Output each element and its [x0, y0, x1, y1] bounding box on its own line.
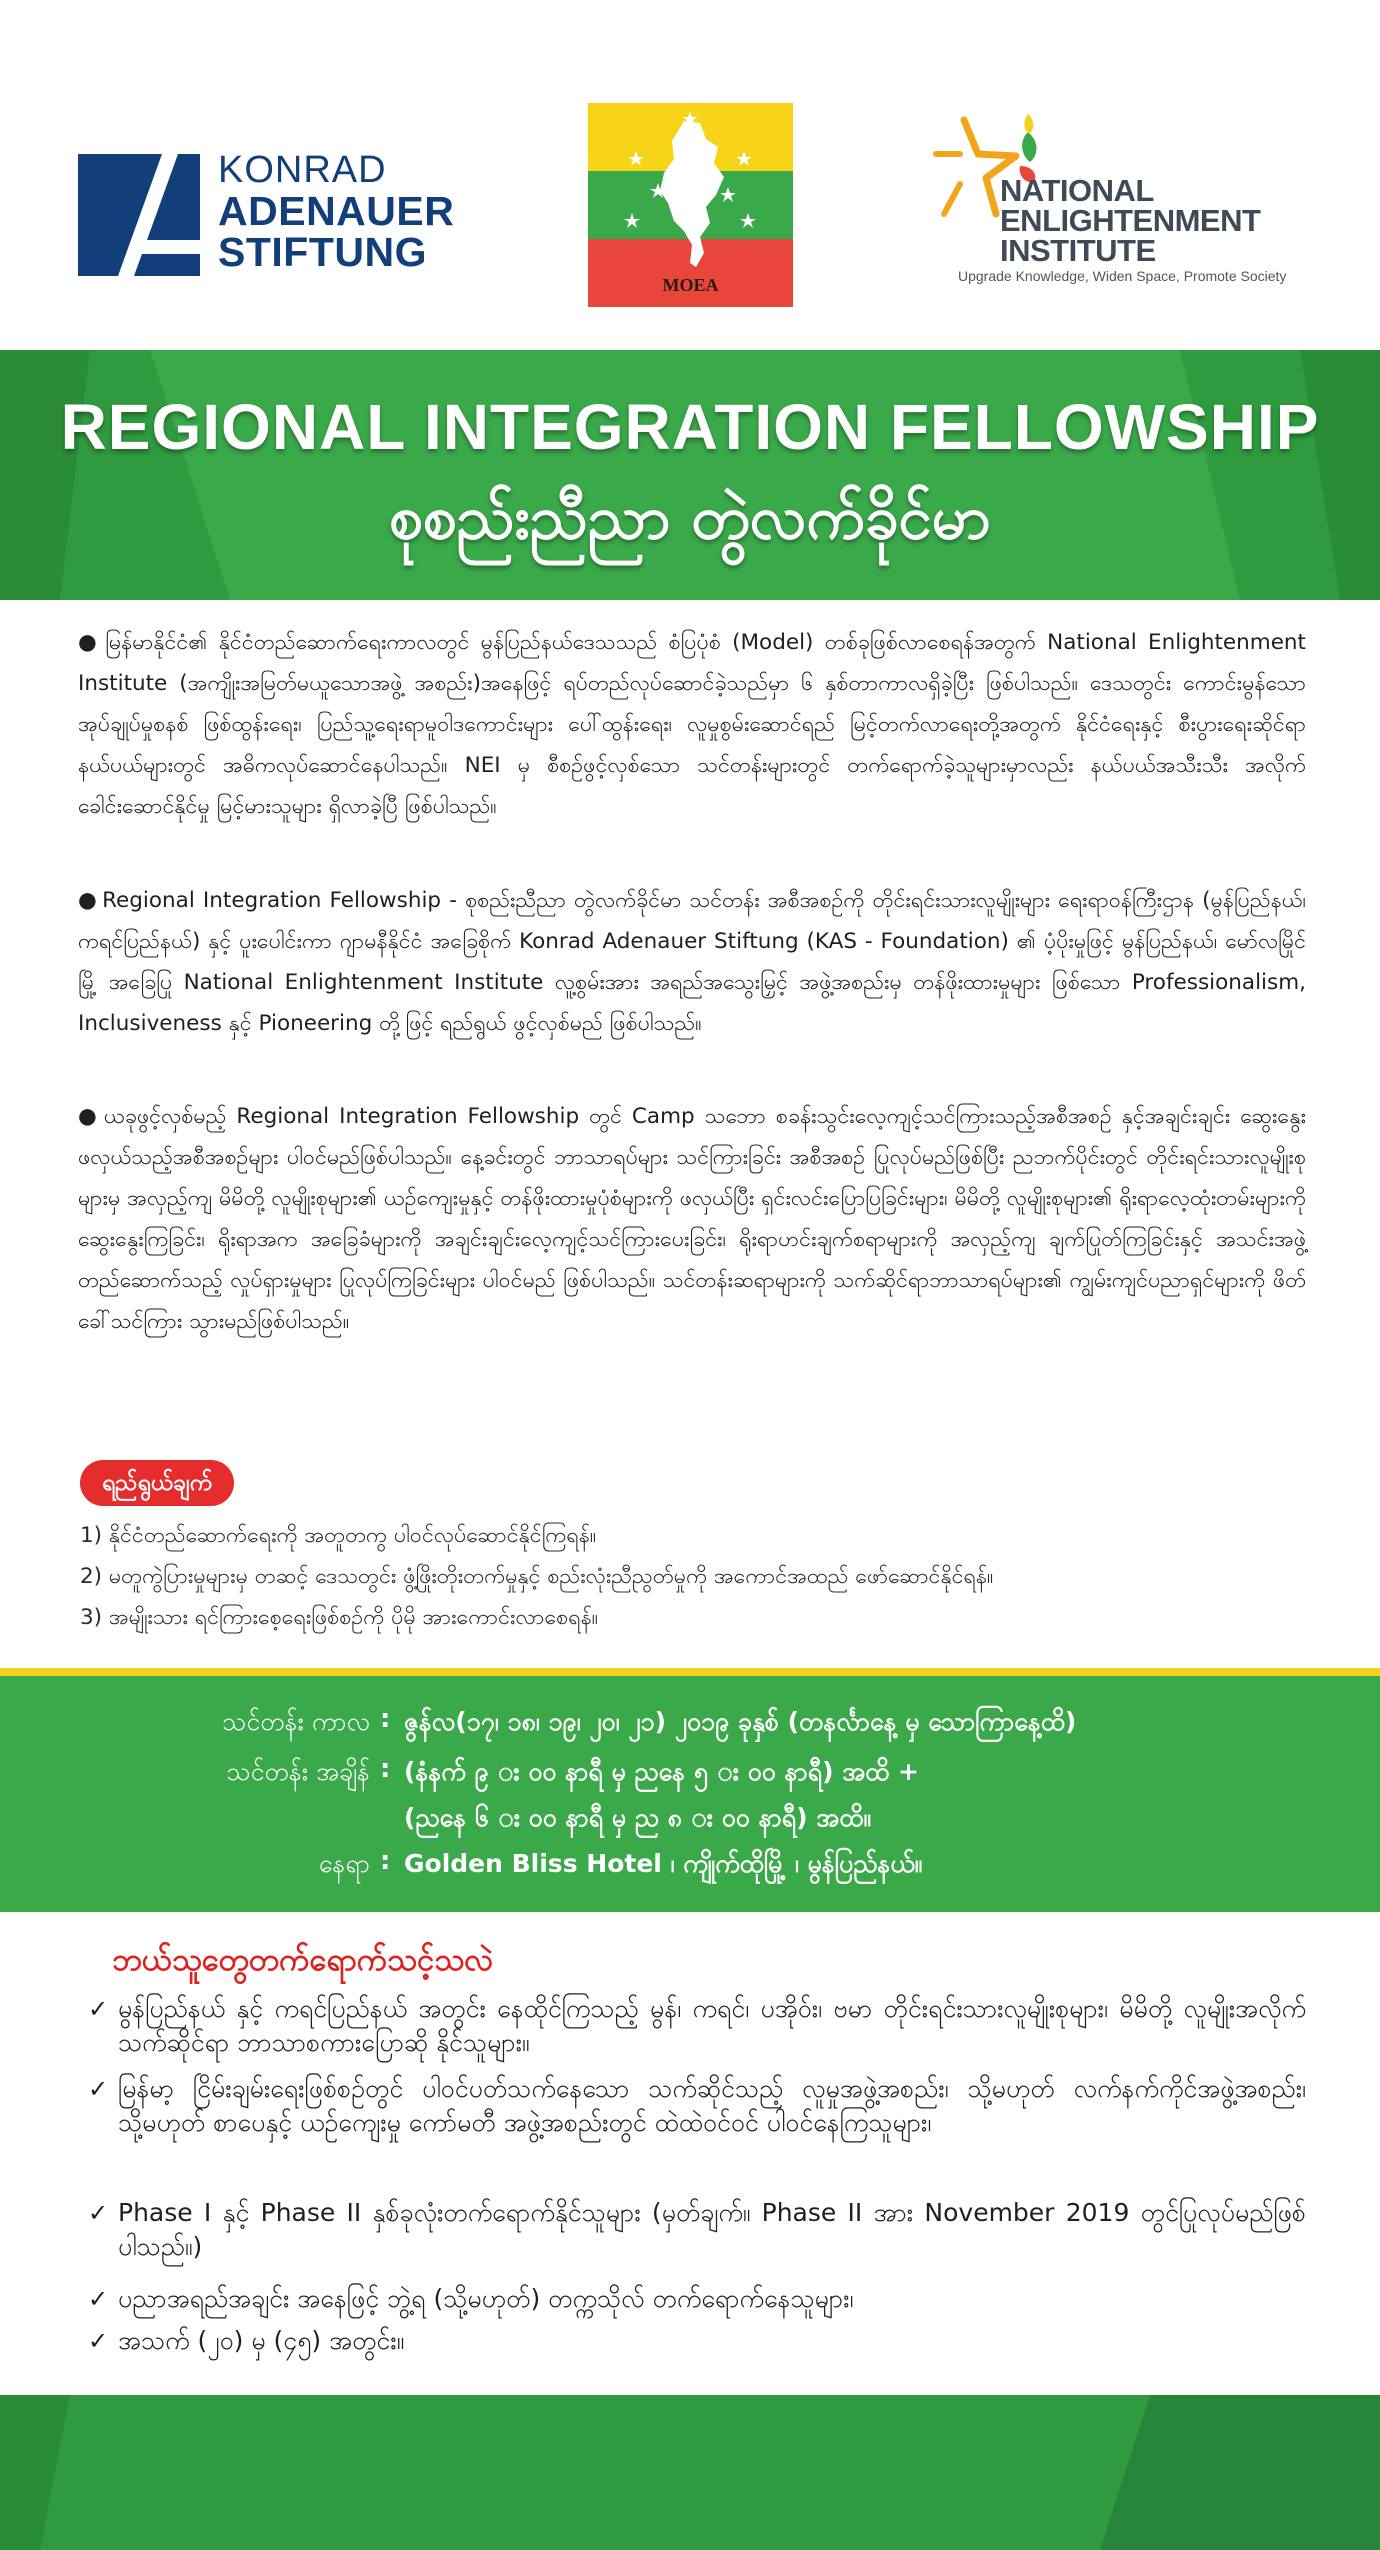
- requirement-item: [88, 2324, 1306, 2358]
- bullet-icon: ●: [78, 1104, 100, 1129]
- objective-item: 3) အမျိုးသား ရင်ကြားစေ့ရေးဖြစ်စဉ်ကို ပိုမို အားကောင်းလာစေရန်။: [80, 1605, 599, 1630]
- time-colon: :: [380, 1754, 391, 1784]
- requirement-text: Phase I နှင့် Phase II နှစ်ခုလုံးတက်ရောက်နိုင်သူများ (မှတ်ချက်။ Phase II အား November 2019 တွင်ပြုလုပ်မည်ဖြစ်ပါသည်။): [118, 2198, 1306, 2261]
- requirement-item: [88, 1992, 1306, 2060]
- place-value: Golden Bliss Hotel ၊ ကျိုက်ထိုမြို့ ၊ မွန်ပြည်နယ်။: [404, 1849, 923, 1878]
- page-title: REGIONAL INTEGRATION FELLOWSHIP: [60, 391, 1320, 463]
- checkmark-icon: ✓: [88, 2075, 109, 2103]
- checkmark-icon: ✓: [88, 2199, 109, 2227]
- intro-paragraph-2: [78, 880, 1306, 1044]
- nei-line2: ENLIGHTENMENT: [1000, 203, 1261, 238]
- kas-line1: KONRAD: [218, 149, 387, 191]
- objectives-badge: ရည်ရွယ်ချက်: [80, 1460, 234, 1506]
- checkmark-icon: ✓: [88, 2285, 109, 2313]
- paragraph-text: Regional Integration Fellowship - စုစည်းညီညာ တွဲလက်ခိုင်မာ သင်တန်း အစီအစဉ်ကို တိုင်းရင်းသားလူမျိုးများ ရေးရာဝန်ကြီးဌာန (မွန်ပြည်နယ်၊ ကရင်ပြည်နယ်) နှင့် ပူးပေါင်းကာ ဂျာမနီနိုင်ငံ အခြေစိုက် Konrad Adenauer Stiftung (KAS - Foundation) ၏ ပံ့ပိုးမှုဖြင့် မွန်ပြည်နယ်၊ မော်လမြိုင်မြို့ အခြေပြု National Enlightenment Institute လူ့စွမ်းအား အရည်အသွေးမြှင့် အဖွဲ့အစည်းမှ တန်ဖိုးထားမှုများ ဖြစ်သော Professionalism, Inclusiveness နှင့် Pioneering တို့ဖြင့် ရည်ရွယ် ဖွင့်လှစ်မည် ဖြစ်ပါသည်။: [78, 888, 1306, 1036]
- kas-line3: STIFTUNG: [218, 229, 427, 275]
- intro-paragraph-3: [78, 1096, 1306, 1342]
- requirement-text: ပညာအရည်အချင်း အနေဖြင့် ဘွဲ့ရ (သို့မဟုတ်) တက္ကသိုလ် တက်ရောက်နေသူများ၊: [118, 2284, 854, 2313]
- kas-logo: [78, 150, 498, 280]
- requirement-item: [88, 2282, 1306, 2316]
- nei-line1: NATIONAL: [1000, 173, 1154, 208]
- time-label: သင်တန်း အချိန်: [226, 1757, 370, 1786]
- bullet-icon: ●: [78, 888, 99, 913]
- requirement-item: [88, 2072, 1306, 2140]
- kas-wordmark: [218, 150, 454, 273]
- period-value: ဇွန်လ(၁၇၊ ၁၈၊ ၁၉၊ ၂၀၊ ၂၁) ၂၀၁၉ ခုနှစ် (တနင်္လာနေ့ မှ သောကြာနေ့ထိ): [404, 1707, 1077, 1736]
- paragraph-text: မြန်မာနိုင်ငံ၏ နိုင်ငံတည်ဆောက်ရေးကာလတွင် မွန်ပြည်နယ်ဒေသသည် စံပြပုံစံ (Model) တစ်ခုဖြစ်လာစေရန်အတွက် National Enlightenment Institute (အကျိုးအမြတ်မယူသောအဖွဲ့ အစည်း)အနေဖြင့် ရပ်တည်လုပ်ဆောင်ခဲ့သည်မှာ ၆ နှစ်တာကာလရှိခဲ့ပြီး ဖြစ်ပါသည်။ ဒေသတွင်း ကောင်းမွန်သော အုပ်ချုပ်မှုစနစ် ဖြစ်ထွန်းရေး၊ ပြည်သူ့ရေးရာမူဝါဒကောင်းများ ပေါ်ထွန်းရေး၊ လူမှုစွမ်းဆောင်ရည် မြင့်တက်လာရေးတို့အတွက် နိုင်ငံရေးနှင့် စီးပွားရေးဆိုင်ရာ နယ်ပယ်များတွင် အဓိကလုပ်ဆောင်နေပါသည်။ NEI မှ စီစဉ်ဖွင့်လှစ်သော သင်တန်းများတွင် တက်ရောက်ခဲ့သူများမှာလည်း နယ်ပယ်အသီးသီး အလိုက် ခေါင်းဆောင်နိုင်မှု မြင့်မားသူများ ရှိလာခဲ့ပြီ ဖြစ်ပါသည်။: [78, 630, 1306, 819]
- period-label: သင်တန်း ကာလ: [222, 1707, 370, 1736]
- nei-tagline: Upgrade Knowledge, Widen Space, Promote Society: [958, 268, 1287, 284]
- time-value-2: (ညနေ ၆ း ၀၀ နာရီ မှ ည ၈ း ၀၀ နာရီ) အထိ။: [404, 1803, 871, 1832]
- schedule-panel: [0, 1676, 1380, 1912]
- requirement-item: [88, 2196, 1306, 2264]
- requirements-heading: ဘယ်သူတွေတက်ရောက်သင့်သလဲ: [112, 1942, 494, 1978]
- schedule-divider: [0, 1668, 1380, 1676]
- time-value-1: (နံနက် ၉ း ၀၀ နာရီ မှ ညနေ ၅ း ၀၀ နာရီ) အထိ +: [404, 1757, 919, 1786]
- kas-line2: ADENAUER: [218, 188, 455, 234]
- footer-decoration: [0, 2395, 1380, 2550]
- kas-mark-icon: [78, 154, 200, 276]
- objective-item: 1) နိုင်ငံတည်ဆောက်ရေးကို အတူတကွ ပါဝင်လုပ်ဆောင်နိုင်ကြရန်။: [80, 1523, 597, 1548]
- page-subtitle: စုစည်းညီညာ တွဲလက်ခိုင်မာ: [389, 483, 991, 553]
- moea-flag-logo: [588, 103, 793, 307]
- intro-paragraph-1: [78, 622, 1306, 827]
- requirement-text: မြန်မာ့ ငြိမ်းချမ်းရေးဖြစ်စဉ်တွင် ပါဝင်ပတ်သက်နေသော သက်ဆိုင်သည့် လူမှုအဖွဲ့အစည်း၊ သို့မဟုတ် လက်နက်ကိုင်အဖွဲ့အစည်း၊ သို့မဟုတ် စာပေနှင့် ယဉ်ကျေးမှု ကော်မတီ အဖွဲ့အစည်းတွင် ထဲထဲဝင်ဝင် ပါဝင်နေကြသူများ၊: [118, 2074, 1306, 2137]
- checkmark-icon: ✓: [88, 2327, 109, 2355]
- nei-logo: [930, 110, 1310, 300]
- nei-wordmark: [1000, 173, 1261, 268]
- nei-line3: INSTITUTE: [1000, 233, 1156, 268]
- period-colon: :: [380, 1704, 391, 1734]
- place-colon: :: [380, 1846, 391, 1876]
- requirement-text: မွန်ပြည်နယ် နှင့် ကရင်ပြည်နယ် အတွင်း နေထိုင်ကြသည့် မွန်၊ ကရင်၊ ပအိုဝ်း၊ ဗမာ တိုင်းရင်းသားလူမျိုးစုများ၊ မိမိတို့ လူမျိုးအလိုက် သက်ဆိုင်ရာ ဘာသာစကားပြောဆို နိုင်သူများ။: [118, 1994, 1306, 2057]
- requirement-text: အသက် (၂၀) မှ (၄၅) အတွင်း။: [118, 2326, 405, 2355]
- checkmark-icon: ✓: [88, 1995, 109, 2023]
- footer-band: [0, 2395, 1380, 2550]
- hero-banner: [0, 350, 1380, 600]
- place-label: နေရာ: [318, 1849, 370, 1878]
- moea-label: MOEA: [662, 275, 719, 295]
- paragraph-text: ယခုဖွင့်လှစ်မည့် Regional Integration Fellowship တွင် Camp သဘော စခန်းသွင်းလေ့ကျင့်သင်ကြားသည့်အစီအစဉ် နှင့်အချင်းချင်း ဆွေးနွေးဖလှယ်သည့်အစီအစဉ်များ ပါဝင်မည်ဖြစ်ပါသည်။ နေ့ခင်းတွင် ဘာသာရပ်များ သင်ကြားခြင်း အစီအစဉ် ပြုလုပ်မည်ဖြစ်ပြီး ညဘက်ပိုင်းတွင် တိုင်းရင်းသားလူမျိုးစုများမှ အလှည့်ကျ မိမိတို့ လူမျိုးစုများ၏ ယဉ်ကျေးမှုနှင့် တန်ဖိုးထားမှုပုံစံများကို ဖလှယ်ပြီး ရှင်းလင်းပြောပြခြင်းများ၊ မိမိတို့ လူမျိုးစုများ၏ ရိုးရာလေ့ထုံးတမ်းများကို ဆွေးနွေးကြခြင်း၊ ရိုးရာအက အခြေခံများကို အချင်းချင်းလေ့ကျင့်သင်ကြားပေးခြင်း၊ ရိုးရာဟင်းချက်စရာများကို အလှည့်ကျ ချက်ပြုတ်ကြခြင်းနှင့် အသင်းအဖွဲ့ တည်ဆောက်သည့် လှုပ်ရှားမှုများ ပြုလုပ်ကြခြင်းများ ပါဝင်မည် ဖြစ်ပါသည်။ သင်တန်းဆရာများကို သက်ဆိုင်ရာဘာသာရပ်များ၏ ကျွမ်းကျင်ပညာရှင်များကို ဖိတ်ခေါ်သင်ကြား သွားမည်ဖြစ်ပါသည်။: [78, 1104, 1306, 1334]
- objective-item: 2) မတူကွဲပြားမှုများမှ တဆင့် ဒေသတွင်း ဖွံ့ဖြိုးတိုးတက်မှုနှင့် စည်းလုံးညီညွတ်မှုကို အကောင်အထည် ဖော်ဆောင်နိုင်ရန်။: [80, 1564, 994, 1589]
- bullet-icon: ●: [78, 630, 102, 655]
